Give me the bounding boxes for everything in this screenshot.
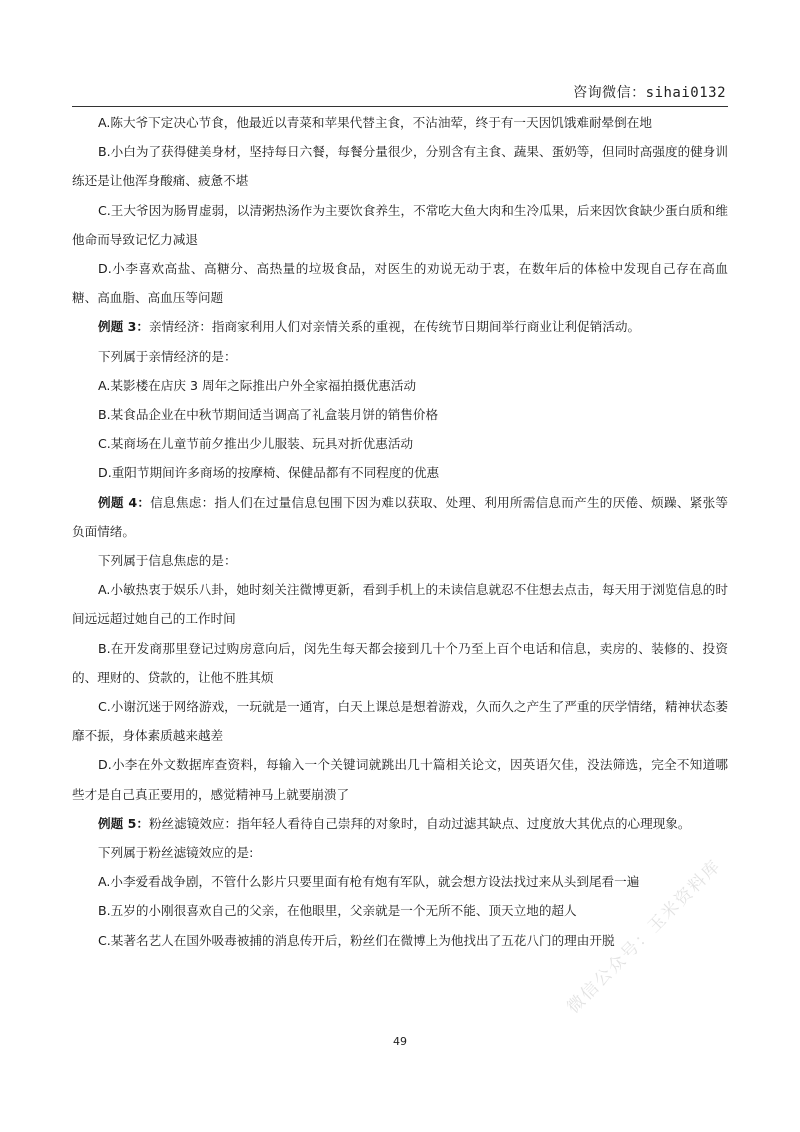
question-label: 例题 4： (98, 494, 151, 510)
option-line: C.某著名艺人在国外吸毒被捕的消息传开后，粉丝们在微博上为他找出了五花八门的理由开脱 (98, 932, 615, 948)
definition-text: 粉丝滤镜效应：指年轻人看待自己崇拜的对象时，自动过滤其缺点、过度放大其优点的心理现象。 (148, 815, 691, 831)
option-line: B.某食品企业在中秋节期间适当调高了礼盒装月饼的销售价格 (98, 407, 439, 423)
header-contact-text: 咨询微信：sihai0132 (573, 85, 726, 101)
option-line: A.某影楼在店庆 3 周年之际推出户外全家福拍摄优惠活动 (98, 377, 417, 393)
definition-text: 信息焦虑：指人们在过量信息包围下因为难以获取、处理、利用所需信息而产生的厌倦、烦躁、紧张等负面情绪。 (72, 494, 729, 539)
question-label: 例题 5： (98, 815, 149, 831)
question-definition (72, 312, 728, 341)
question-prompt: 下列属于粉丝滤镜效应的是: (98, 845, 254, 861)
option-line: A.小李爱看战争剧，不管什么影片只要里面有枪有炮有军队，就会想方设法找过来从头到尾看一遍 (98, 874, 640, 890)
option-line: C.王大爷因为肠胃虚弱，以清粥热汤作为主要饮食养生，不常吃大鱼大肉和生冷瓜果，后来因饮食缺少蛋白质和维他命而导致记忆力减退 (72, 202, 728, 247)
definition-text: 亲情经济：指商家利用人们对亲情关系的重视，在传统节日期间举行商业让利促销活动。 (148, 319, 641, 335)
page-content (72, 108, 728, 955)
option-line: C.某商场在儿童节前夕推出少儿服装、玩具对折优惠活动 (98, 436, 414, 452)
page-number: 49 (393, 1035, 407, 1048)
question-definition (72, 809, 728, 838)
option-line: D.小李在外文数据库查资料，每输入一个关键词就跳出几十篇相关论文，因英语欠佳，没法筛选，完全不知道哪些才是自己真正要用的，感觉精神马上就要崩溃了 (72, 757, 728, 802)
watermark: 微信公众号：玉米资料库 (563, 855, 726, 1018)
page-header (72, 80, 728, 107)
question-label: 例题 3： (98, 319, 149, 335)
option-line: B.在开发商那里登记过购房意向后，闵先生每天都会接到几十个乃至上百个电话和信息，卖房的、装修的、投资的、理财的、贷款的，让他不胜其烦 (72, 640, 728, 685)
option-line: B.小白为了获得健美身材，坚持每日六餐，每餐分量很少，分别含有主食、蔬果、蛋奶等，但同时高强度的健身训练还是让他浑身酸痛、疲惫不堪 (72, 144, 728, 189)
option-line: B.五岁的小刚很喜欢自己的父亲，在他眼里，父亲就是一个无所不能、顶天立地的超人 (98, 903, 577, 919)
option-line: A.陈大爷下定决心节食，他最近以青菜和苹果代替主食，不沾油荤，终于有一天因饥饿难耐晕倒在地 (98, 115, 652, 130)
option-line: D.小李喜欢高盐、高糖分、高热量的垃圾食品，对医生的劝说无动于衷，在数年后的体检中发现自己存在高血糖、高血脂、高血压等问题 (72, 261, 728, 306)
question-prompt: 下列属于信息焦虑的是： (98, 553, 237, 569)
option-line: A.小敏热衷于娱乐八卦，她时刻关注微博更新，看到手机上的未读信息就忍不住想去点击，每天用于浏览信息的时间远远超过她自己的工作时间 (72, 582, 728, 627)
option-line: C.小谢沉迷于网络游戏，一玩就是一通宵，白天上课总是想着游戏，久而久之产生了严重的厌学情绪，精神状态萎靡不振，身体素质越来越差 (72, 699, 728, 744)
option-line: D.重阳节期间许多商场的按摩椅、保健品都有不同程度的优惠 (98, 465, 440, 481)
question-definition (72, 488, 728, 546)
question-prompt: 下列属于亲情经济的是： (98, 348, 237, 364)
